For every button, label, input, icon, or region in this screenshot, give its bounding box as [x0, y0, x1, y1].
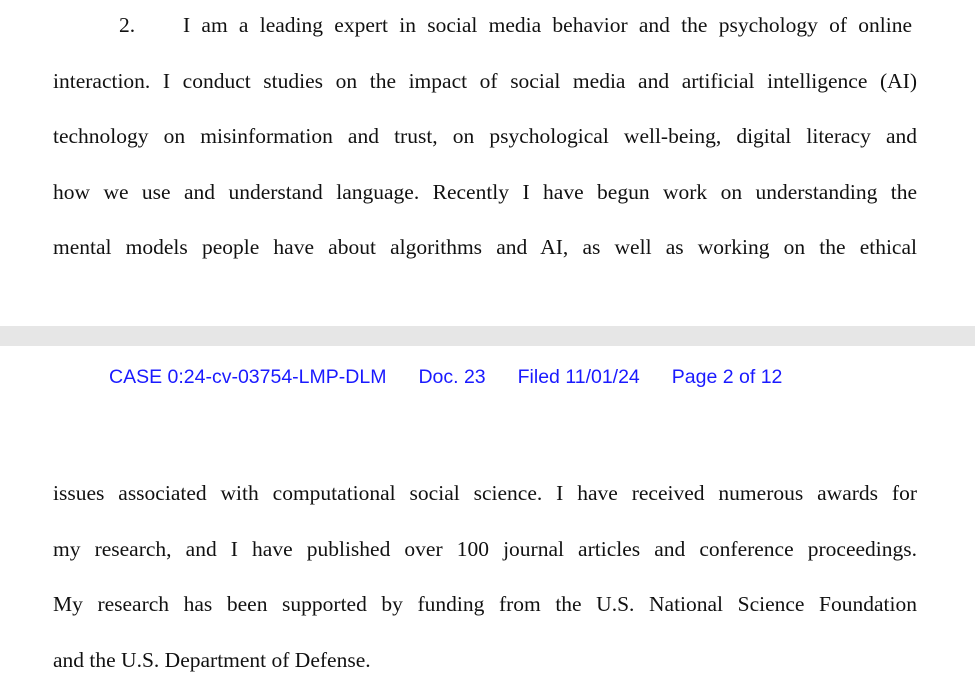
paragraph-2 [53, 0, 917, 276]
paragraph-line: interaction. I conduct studies on the impact of social media and artificial intelligence (AI) [53, 68, 917, 93]
paragraph-line: technology on misinformation and trust, on psychological well-being, digital literacy and [53, 124, 917, 148]
paragraph-line: mental models people have about algorithms and AI, as well as working on the ethical [53, 235, 917, 259]
ecf-header-stamp [0, 366, 975, 389]
paragraph-number: 2. [119, 13, 136, 37]
paragraph-first-line [53, 0, 917, 54]
paragraph-line: how we use and understand language. Recently I have begun work on understanding the [53, 179, 917, 204]
paragraph-line: my research, and I have published over 100 journal articles and conference proceedings. [53, 536, 917, 561]
paragraph-line: and the U.S. Department of Defense. [53, 647, 371, 672]
case-number: CASE 0:24-cv-03754-LMP-DLM [109, 366, 387, 388]
paragraph-2-continued [53, 466, 917, 688]
page-separator [0, 326, 975, 346]
page-indicator: Page 2 of 12 [671, 366, 783, 388]
paragraph-line: issues associated with computational social science. I have received numerous awards for [53, 481, 917, 505]
document-number: Doc. 23 [418, 366, 486, 388]
filed-date: Filed 11/01/24 [517, 366, 640, 388]
paragraph-line: I am a leading expert in social media behavior and the psychology of online [183, 13, 912, 37]
paragraph-line: My research has been supported by funding from the U.S. National Science Foundation [53, 592, 917, 616]
